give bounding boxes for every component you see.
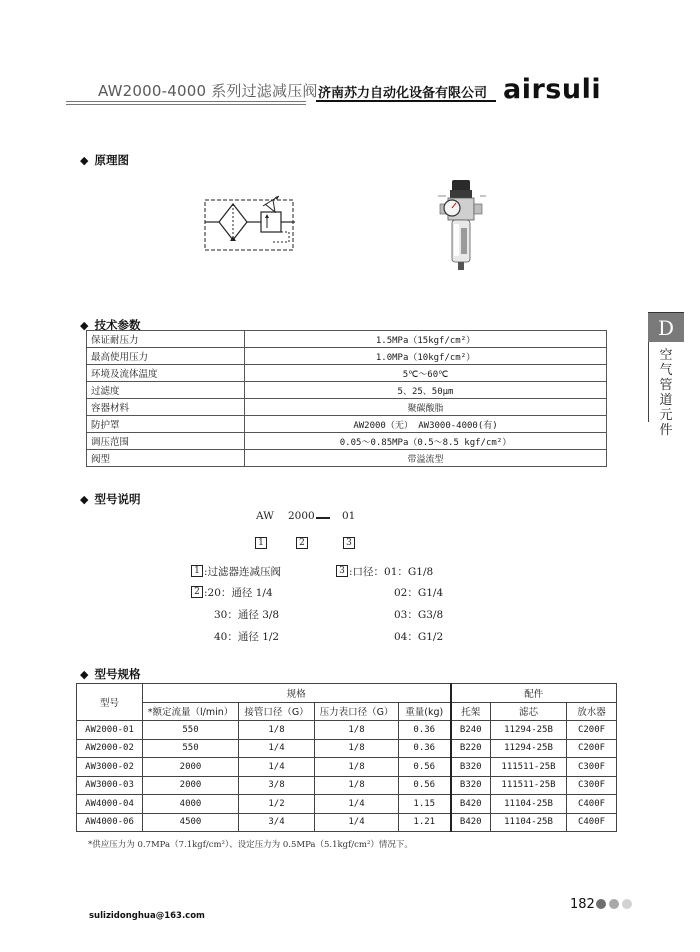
cell-drain: C400F bbox=[567, 813, 617, 832]
cell-gauge-port: 1/8 bbox=[315, 739, 399, 758]
diamond-icon: ◆ bbox=[80, 153, 89, 167]
diamond-icon: ◆ bbox=[80, 667, 89, 681]
cell-weight: 0.36 bbox=[399, 739, 451, 758]
side-tab-rule bbox=[648, 342, 649, 422]
cell-gauge-port: 1/8 bbox=[315, 758, 399, 777]
table-row bbox=[87, 399, 607, 416]
param-label: 防护罩 bbox=[87, 416, 245, 433]
side-tab bbox=[648, 312, 684, 342]
header-rule-secondary bbox=[66, 104, 306, 105]
col-header-spec: 规格 bbox=[143, 684, 451, 703]
cell-element: 11104-25B bbox=[491, 813, 567, 832]
cell-flow: 2000 bbox=[143, 758, 239, 777]
page-number: 182 bbox=[570, 897, 595, 912]
cell-model: AW4000-06 bbox=[77, 813, 143, 832]
section-title-text: 技术参数 bbox=[94, 318, 141, 332]
model-code-part2: 2000 bbox=[288, 510, 315, 522]
series-title: AW2000-4000 系列过滤减压阀 bbox=[98, 82, 318, 100]
col-header-flow: *额定流量（l/min） bbox=[143, 702, 239, 721]
table-row bbox=[87, 416, 607, 433]
dot-icon bbox=[596, 899, 606, 909]
cell-gauge-port: 1/4 bbox=[315, 813, 399, 832]
cell-flow: 2000 bbox=[143, 776, 239, 795]
table-row bbox=[87, 331, 607, 348]
cell-drain: C400F bbox=[567, 795, 617, 814]
col-header-model: 型号 bbox=[77, 684, 143, 721]
section-title-model-spec bbox=[80, 666, 140, 682]
cell-element: 111511-25B bbox=[491, 758, 567, 777]
param-label: 阀型 bbox=[87, 450, 245, 467]
table-subheader-row bbox=[77, 702, 617, 721]
col-header-weight: 重量(kg) bbox=[399, 702, 451, 721]
cell-bracket: B320 bbox=[451, 758, 491, 777]
drain-valve bbox=[458, 262, 464, 270]
side-tab-text: 空气管道元件 bbox=[659, 348, 673, 438]
param-value: 5、25、50μm bbox=[245, 382, 607, 399]
table-header-row bbox=[77, 684, 617, 703]
box-number-2: 2 bbox=[296, 537, 308, 549]
cell-drain: C300F bbox=[567, 776, 617, 795]
cell-gauge-port: 1/4 bbox=[315, 795, 399, 814]
model-code-part1: AW bbox=[256, 510, 274, 522]
legend-desc-2-40: 40：通径 1/2 bbox=[214, 631, 280, 643]
table-row bbox=[87, 450, 607, 467]
section-title-principle bbox=[80, 152, 129, 168]
cell-drain: C200F bbox=[567, 739, 617, 758]
table-row bbox=[77, 758, 617, 777]
cell-element: 111511-25B bbox=[491, 776, 567, 795]
cell-model: AW3000-02 bbox=[77, 758, 143, 777]
col-header-parts: 配件 bbox=[451, 684, 617, 703]
legend-desc-3-04: 04：G1/2 bbox=[394, 631, 444, 643]
param-value: 聚碳酸脂 bbox=[245, 399, 607, 416]
pilot-line bbox=[273, 232, 289, 242]
brand-logo: airsuli bbox=[503, 74, 602, 105]
model-spec-table bbox=[76, 683, 617, 832]
schematic-diagram bbox=[203, 192, 299, 258]
cell-weight: 1.15 bbox=[399, 795, 451, 814]
param-value: 0.05～0.85MPa（0.5～8.5 kgf/cm²） bbox=[245, 433, 607, 450]
table-row bbox=[77, 813, 617, 832]
legend-desc-3-02: 02：G1/4 bbox=[394, 587, 444, 599]
col-header-port: 接管口径（G） bbox=[239, 702, 315, 721]
param-label: 容器材料 bbox=[87, 399, 245, 416]
diamond-icon: ◆ bbox=[80, 492, 89, 506]
table-row bbox=[87, 433, 607, 450]
cell-weight: 0.56 bbox=[399, 758, 451, 777]
table-row bbox=[87, 348, 607, 365]
legend-desc-3-01: :口径：01：G1/8 bbox=[349, 566, 434, 578]
legend-box-2: 2 bbox=[191, 586, 203, 598]
cell-model: AW4000-04 bbox=[77, 795, 143, 814]
cell-flow: 550 bbox=[143, 721, 239, 740]
box-number-1: 1 bbox=[255, 537, 267, 549]
cell-drain: C200F bbox=[567, 721, 617, 740]
cell-bracket: B240 bbox=[451, 721, 491, 740]
company-name: 济南苏力自动化设备有限公司 bbox=[318, 86, 488, 101]
param-value: AW2000（无） AW3000-4000(有) bbox=[245, 416, 607, 433]
section-title-model-desc bbox=[80, 491, 140, 507]
cell-port: 1/2 bbox=[239, 795, 315, 814]
param-value: 带溢流型 bbox=[245, 450, 607, 467]
section-title-text: 型号说明 bbox=[94, 492, 141, 506]
cell-drain: C300F bbox=[567, 758, 617, 777]
legend-box-1: 1 bbox=[191, 565, 203, 577]
legend-box-3: 3 bbox=[336, 565, 348, 577]
table-row bbox=[77, 795, 617, 814]
col-header-drain: 放水器 bbox=[567, 702, 617, 721]
col-header-gauge-port: 压力表口径（G） bbox=[315, 702, 399, 721]
cell-model: AW2000-01 bbox=[77, 721, 143, 740]
legend-desc-2-20: :20：通径 1/4 bbox=[204, 587, 273, 599]
param-label: 过滤度 bbox=[87, 382, 245, 399]
legend-desc-3-03: 03：G3/8 bbox=[394, 609, 444, 621]
contact-email[interactable]: sulizidonghua@163.com bbox=[89, 911, 205, 921]
cell-gauge-port: 1/8 bbox=[315, 721, 399, 740]
section-title-text: 型号规格 bbox=[94, 667, 141, 681]
table-row bbox=[77, 739, 617, 758]
cell-weight: 0.56 bbox=[399, 776, 451, 795]
legend-desc-1: :过滤器连减压阀 bbox=[204, 566, 282, 578]
param-value: 1.0MPa（10kgf/cm²） bbox=[245, 348, 607, 365]
header-rule bbox=[66, 101, 306, 102]
param-label: 最高使用压力 bbox=[87, 348, 245, 365]
cell-port: 1/4 bbox=[239, 739, 315, 758]
table-footnote: *供应压力为 0.7MPa（7.1kgf/cm²）、设定压力为 0.5MPa（5.1kgf/cm²）情况下。 bbox=[88, 840, 413, 850]
legend-desc-2-30: 30：通径 3/8 bbox=[214, 609, 280, 621]
product-photo bbox=[430, 178, 490, 278]
cell-port: 3/4 bbox=[239, 813, 315, 832]
cell-weight: 0.36 bbox=[399, 721, 451, 740]
dot-icon bbox=[609, 899, 619, 909]
cell-bracket: B420 bbox=[451, 795, 491, 814]
side-tab-letter: D bbox=[657, 315, 675, 340]
cell-port: 3/8 bbox=[239, 776, 315, 795]
table-row bbox=[77, 721, 617, 740]
cell-model: AW2000-02 bbox=[77, 739, 143, 758]
cell-bracket: B320 bbox=[451, 776, 491, 795]
cell-element: 11104-25B bbox=[491, 795, 567, 814]
regulator-symbol bbox=[261, 212, 281, 232]
table-row bbox=[87, 365, 607, 382]
cell-element: 11294-25B bbox=[491, 721, 567, 740]
param-value: 5℃～60℃ bbox=[245, 365, 607, 382]
cell-port: 1/8 bbox=[239, 721, 315, 740]
col-header-bracket: 托架 bbox=[451, 702, 491, 721]
model-code-dash bbox=[316, 517, 330, 519]
cell-flow: 550 bbox=[143, 739, 239, 758]
param-label: 调压范围 bbox=[87, 433, 245, 450]
cell-element: 11294-25B bbox=[491, 739, 567, 758]
cell-bracket: B220 bbox=[451, 739, 491, 758]
section-title-text: 原理图 bbox=[94, 153, 129, 167]
param-value: 1.5MPa（15kgf/cm²） bbox=[245, 331, 607, 348]
cell-weight: 1.21 bbox=[399, 813, 451, 832]
cell-bracket: B420 bbox=[451, 813, 491, 832]
diamond-icon: ◆ bbox=[80, 318, 89, 332]
box-number-3: 3 bbox=[343, 537, 355, 549]
cell-port: 1/4 bbox=[239, 758, 315, 777]
cell-flow: 4000 bbox=[143, 795, 239, 814]
cell-gauge-port: 1/8 bbox=[315, 776, 399, 795]
page-dots bbox=[596, 899, 632, 909]
cell-flow: 4500 bbox=[143, 813, 239, 832]
table-row bbox=[77, 776, 617, 795]
tech-params-table bbox=[86, 330, 607, 467]
param-label: 保证耐压力 bbox=[87, 331, 245, 348]
company-underline bbox=[316, 100, 496, 102]
dot-icon bbox=[622, 899, 632, 909]
model-code-part3: 01 bbox=[342, 510, 356, 522]
cell-model: AW3000-03 bbox=[77, 776, 143, 795]
col-header-element: 滤芯 bbox=[491, 702, 567, 721]
param-label: 环境及流体温度 bbox=[87, 365, 245, 382]
table-row bbox=[87, 382, 607, 399]
